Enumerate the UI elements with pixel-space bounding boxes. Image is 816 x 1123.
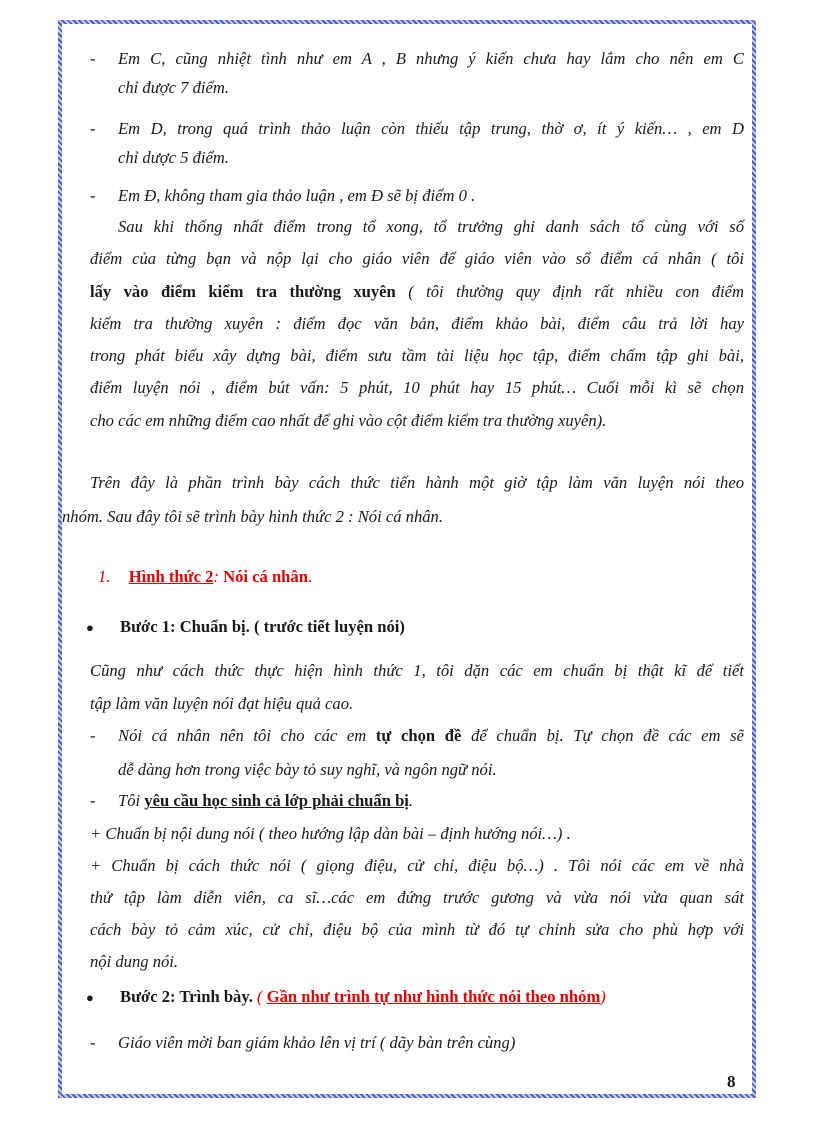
list-item: - Em C, cũng nhiệt tình như em A , B nhưng ý kiến chưa hay lắm cho nên em C chỉ được 7 điểm. [90,49,744,98]
list-item: + Chuẩn bị nội dung nói ( theo hướng lập dàn bài – định hướng nói…) . [90,824,571,843]
section-heading: 1. Hình thức 2: Nói cá nhân. [98,567,313,586]
list-item: - Tôi yêu cầu học sinh cả lớp phải chuẩn bị. [90,791,414,810]
list-item: - Nói cá nhân nên tôi cho các em tự chọn đề để chuẩn bị. Tự chọn đề các em sẽ dễ dàng hơn trong việc bày tỏ suy nghĩ, và ngôn ngữ nói. [90,726,744,779]
list-item: - Em D, trong quá trình thảo luận còn thiếu tập trung, thờ ơ, ít ý kiến… , em D chỉ dược 5 điểm. [90,119,744,168]
paragraph: Sau khi thống nhất điểm trong tổ xong, tổ trưởng ghi danh sách tổ cùng với số điểm của từng bạn và nộp lại cho giáo viên để giáo viên vào sổ điểm cá nhân ( tôi lấy vào điểm kiểm tra thường xuyên ( tôi thường quy định rất nhiều con điểm kiểm tra thường xuyên : điểm đọc văn bản, điểm khảo bài, điểm câu trả lời hay trong phát biểu xây dựng bài, điểm sưu tầm tài liệu học tập, điểm chấm tập ghi bài, điểm luyện nói , điểm bút vấn: 5 phút, 10 phút hay 15 phút… Cuối mỗi kì sẽ chọn cho các em những điểm cao nhất để ghi vào cột điểm kiểm tra thường xuyên). [90,217,744,430]
paragraph: Trên đây là phần trình bày cách thức tiến hành một giờ tập làm văn luyện nói theo nhóm. Sau đây tôi sẽ trình bày hình thức 2 : Nói cá nhân. [62,473,744,526]
list-item: - Giáo viên mời ban giám khảo lên vị trí ( dãy bàn trên cùng) [90,1033,516,1052]
page-number: 8 [727,1072,736,1091]
list-item: - Em Đ, không tham gia thảo luận , em Đ sẽ bị điểm 0 . [90,186,476,205]
list-item: + Chuẩn bị cách thức nói ( giọng điệu, cử chỉ, điệu bộ…) . Tôi nói các em về nhà thử tập làm diễn viên, ca sĩ…các em đứng trước gương và vừa nói vừa quan sát cách bày tỏ cảm xúc, cử chỉ, điệu bộ của mình từ đó tự chỉnh sửa cho phù hợp với nội dung nói. [90,856,744,971]
step-2: ● Bước 2: Trình bày. ( Gần như trình tự như hình thức nói theo nhóm) [86,987,606,1006]
step-1: ● Bước 1: Chuẩn bị. ( trước tiết luyện nói) [86,617,405,636]
paragraph: Cũng như cách thức thực hiện hình thức 1, tôi dặn các em chuẩn bị thật kĩ để tiết tập làm văn luyện nói đạt hiệu quả cao. [90,661,744,713]
